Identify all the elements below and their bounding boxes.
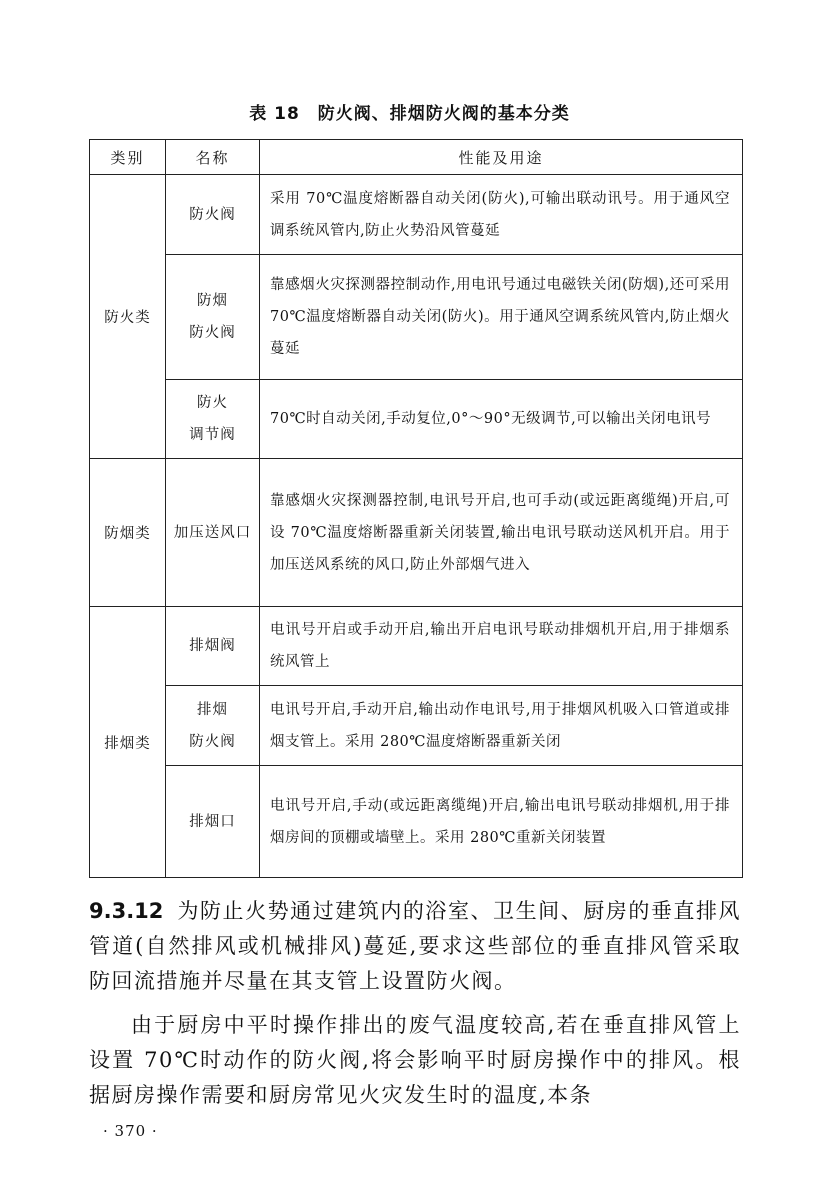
valve-description-cell: 70℃时自动关闭,手动复位,0°～90°无级调节,可以输出关闭电讯号 xyxy=(260,380,743,459)
valve-name-cell xyxy=(166,766,260,878)
table-header-row xyxy=(90,140,743,175)
valve-name-line: 防火阀 xyxy=(189,325,236,341)
header-category: 类别 xyxy=(90,140,166,175)
valve-name-cell xyxy=(166,175,260,255)
valve-description-cell: 靠感烟火灾探测器控制动作,用电讯号通过电磁铁关闭(防烟),还可采用 70℃温度熔断器自动关闭(防火)。用于通风空调系统风管内,防止烟火蔓延 xyxy=(260,255,743,380)
table-row xyxy=(90,459,743,607)
valve-description-cell: 靠感烟火灾探测器控制,电讯号开启,也可手动(或远距离缆绳)开启,可设 70℃温度熔断器重新关闭装置,输出电讯号联动送风机开启。用于加压送风系统的风口,防止外部烟气进入 xyxy=(260,459,743,607)
valve-description-cell: 电讯号开启,手动开启,输出动作电讯号,用于排烟风机吸入口管道或排烟支管上。采用 280℃温度熔断器重新关闭 xyxy=(260,686,743,766)
header-name: 名称 xyxy=(166,140,260,175)
table-caption-title: 防火阀、排烟防火阀的基本分类 xyxy=(317,104,570,124)
valve-name-line: 防火阀 xyxy=(189,733,236,750)
table-row xyxy=(90,175,743,255)
valve-name-line: 排烟 xyxy=(197,701,228,718)
valve-name-line: 防火 xyxy=(197,395,228,411)
clause-text: 为防止火势通过建筑内的浴室、卫生间、厨房的垂直排风管道(自然排风或机械排风)蔓延,要求这些部位的垂直排风管采取防回流措施并尽量在其支管上设置防火阀。 xyxy=(89,899,741,993)
valve-name-cell xyxy=(166,607,260,686)
category-cell-smoke-exhaust: 排烟类 xyxy=(90,607,166,878)
table-row xyxy=(90,607,743,686)
valve-name-line: 排烟口 xyxy=(189,813,236,830)
valve-name-cell xyxy=(166,686,260,766)
valve-name-cell xyxy=(166,380,260,459)
clause-paragraph xyxy=(89,894,741,999)
category-cell-smoke-prevention: 防烟类 xyxy=(90,459,166,607)
table-row xyxy=(90,380,743,459)
valve-name-line: 加压送风口 xyxy=(173,524,252,541)
page-number: · 370 · xyxy=(103,1122,158,1140)
valve-name-line: 防烟 xyxy=(197,293,228,309)
clause-number: 9.3.12 xyxy=(89,899,164,923)
table-row xyxy=(90,686,743,766)
table-row xyxy=(90,766,743,878)
table-caption-number: 表 18 xyxy=(249,104,300,124)
valve-name-line: 排烟阀 xyxy=(189,638,236,654)
category-cell-fire: 防火类 xyxy=(90,175,166,459)
valve-name-cell xyxy=(166,459,260,607)
valve-description-cell: 电讯号开启或手动开启,输出开启电讯号联动排烟机开启,用于排烟系统风管上 xyxy=(260,607,743,686)
table-row xyxy=(90,255,743,380)
valve-name-cell xyxy=(166,255,260,380)
valve-description-cell: 电讯号开启,手动(或远距离缆绳)开启,输出电讯号联动排烟机,用于排烟房间的顶棚或墙壁上。采用 280℃重新关闭装置 xyxy=(260,766,743,878)
valve-classification-table xyxy=(89,139,743,878)
header-performance-and-use: 性能及用途 xyxy=(260,140,743,175)
explanation-paragraph: 由于厨房中平时操作排出的废气温度较高,若在垂直排风管上设置 70℃时动作的防火阀,将会影响平时厨房操作中的排风。根据厨房操作需要和厨房常见火灾发生时的温度,本条 xyxy=(89,1013,741,1107)
valve-name-line: 防火阀 xyxy=(189,206,236,223)
valve-description-cell: 采用 70℃温度熔断器自动关闭(防火),可输出联动讯号。用于通风空调系统风管内,防止火势沿风管蔓延 xyxy=(260,175,743,255)
valve-name-line: 调节阀 xyxy=(189,427,236,443)
table-caption xyxy=(0,99,819,124)
